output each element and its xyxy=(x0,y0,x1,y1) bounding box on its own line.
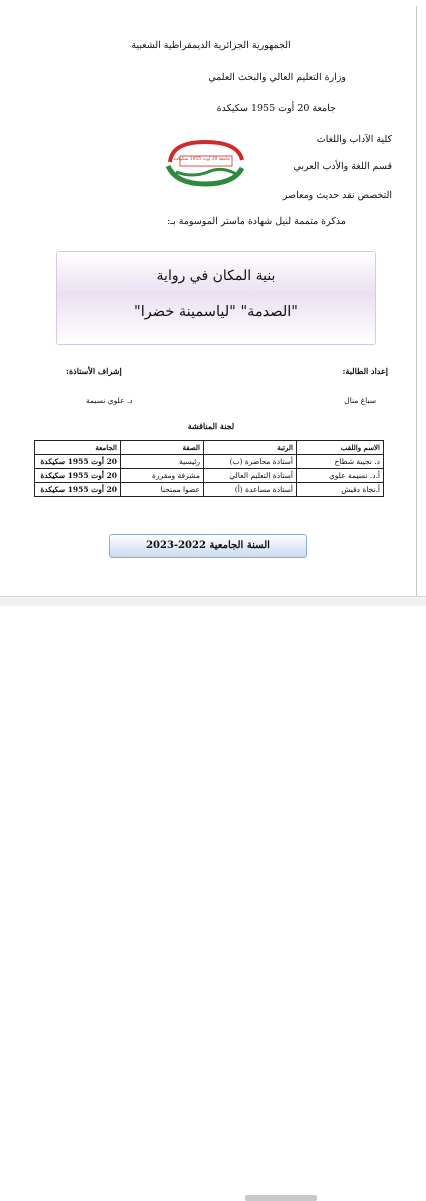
cell-university: 20 أوت 1955 سكيكدة xyxy=(35,469,121,483)
academic-year-banner: السنة الجامعية 2022-2023 xyxy=(109,534,307,558)
ministry-line: وزارة التعليم العالي والبحث العلمي xyxy=(208,72,346,83)
university-logo xyxy=(162,136,248,188)
cell-name: د. نجيبة شطاح xyxy=(297,455,384,469)
cell-rank: أستاذة التعليم العالي xyxy=(204,469,297,483)
cell-name: أ.د. نسيمة علوي xyxy=(297,469,384,483)
student-label: إعداد الطالبة: xyxy=(342,366,388,376)
cell-university: 20 أوت 1955 سكيكدة xyxy=(35,455,121,469)
scrollbar-thumb[interactable] xyxy=(245,1195,317,1201)
cell-name: أ.نجاة دقيش xyxy=(297,483,384,497)
thesis-title-line1: بنية المكان في رواية xyxy=(156,268,276,284)
college-line: كلية الآداب واللغات xyxy=(316,134,392,145)
thesis-title-line2: "الصدمة" "لياسمينة خضرا" xyxy=(134,304,298,320)
student-name: سباغ منال xyxy=(344,396,376,405)
cell-role: رئيسية xyxy=(121,455,204,469)
table-header-row xyxy=(35,441,384,455)
committee-table xyxy=(34,440,384,497)
col-header-rank: الرتبة xyxy=(204,441,297,455)
table-row xyxy=(35,469,384,483)
table-row xyxy=(35,483,384,497)
university-logo-mark xyxy=(162,136,248,188)
memoir-intro: مذكرة متممة لنيل شهادة ماستر الموسومة بـ: xyxy=(167,216,346,227)
cell-role: مشرفة ومقررة xyxy=(121,469,204,483)
cell-rank: أستاذة محاضرة (ب) xyxy=(204,455,297,469)
title-banner xyxy=(56,251,376,345)
cell-university: 20 أوت 1955 سكيكدة xyxy=(35,483,121,497)
col-header-name: الاسم واللقب xyxy=(297,441,384,455)
supervisor-label: إشراف الأستاذة: xyxy=(66,366,122,376)
table-row xyxy=(35,455,384,469)
cell-rank: أستاذة مساعدة (أ) xyxy=(204,483,297,497)
cell-role: عضوا ممتحنا xyxy=(121,483,204,497)
supervisor-name: د. علوي نسيمة xyxy=(86,396,133,405)
committee-title: لجنة المناقشة xyxy=(187,421,235,431)
university-line: جامعة 20 أوت 1955 سكيكدة xyxy=(216,103,336,114)
col-header-university: الجامعة xyxy=(35,441,121,455)
document-page xyxy=(6,6,417,597)
republic-line: الجمهورية الجزائرية الديمقراطية الشعبية xyxy=(131,40,291,51)
specialty-line: التخصص نقد حديث ومعاصر xyxy=(282,190,392,201)
logo-text: جامعة 20 أوت 1955 سكيكدة xyxy=(173,157,230,162)
col-header-role: الصفة xyxy=(121,441,204,455)
department-line: قسم اللغة والأدب العربي xyxy=(293,161,392,172)
